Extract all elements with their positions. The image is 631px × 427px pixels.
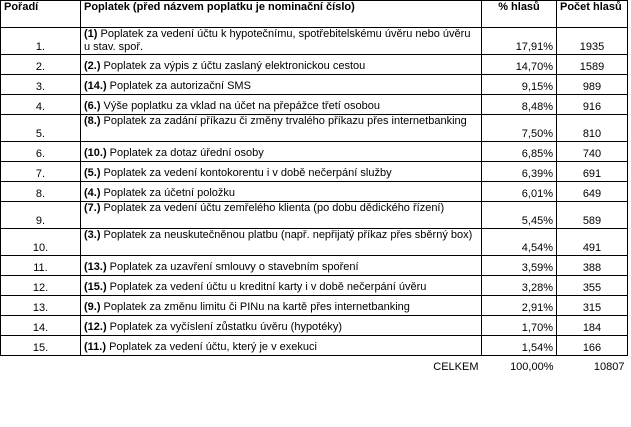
row-nomination-code: (14.) [84, 80, 107, 92]
row-percent: 8,48% [482, 95, 557, 115]
row-fee-text: Poplatek za vedení účtu k hypotečnímu, spotřebitelskému úvěru nebo úvěru u stav. spoř. [84, 28, 471, 53]
row-percent: 4,54% [482, 229, 557, 256]
row-nomination-code: (5.) [84, 167, 101, 179]
row-fee-text: Poplatek za dotaz úřední osoby [106, 147, 264, 159]
row-fee-name [81, 276, 482, 296]
table-row [1, 202, 628, 229]
total-label: CELKEM [433, 361, 479, 373]
row-nomination-code: (6.) [84, 100, 101, 112]
row-rank: 12. [1, 276, 81, 296]
total-spacer [1, 356, 81, 375]
row-rank: 1. [1, 28, 81, 55]
row-votes: 1589 [557, 55, 628, 75]
row-votes: 388 [557, 256, 628, 276]
table-row [1, 55, 628, 75]
row-rank: 11. [1, 256, 81, 276]
row-nomination-code: (2.) [84, 60, 101, 72]
row-percent: 7,50% [482, 115, 557, 142]
row-nomination-code: (4.) [84, 187, 101, 199]
row-rank: 5. [1, 115, 81, 142]
row-votes: 355 [557, 276, 628, 296]
row-fee-name [81, 115, 482, 142]
row-fee-name [81, 162, 482, 182]
row-fee-text: Poplatek za účetní položku [100, 187, 236, 199]
table-header-row [1, 1, 628, 28]
header-percent: % hlasů [482, 1, 557, 28]
total-row [1, 356, 628, 375]
row-fee-name [81, 296, 482, 316]
row-fee-text: Výše poplatku za vklad na účet na přepážce třetí osobou [100, 100, 380, 112]
total-votes: 10807 [593, 361, 625, 373]
row-votes: 810 [557, 115, 628, 142]
row-fee-name [81, 202, 482, 229]
row-fee-name [81, 75, 482, 95]
row-percent: 6,39% [482, 162, 557, 182]
row-votes: 649 [557, 182, 628, 202]
row-percent: 17,91% [482, 28, 557, 55]
table-row [1, 229, 628, 256]
table-row [1, 316, 628, 336]
table-row [1, 142, 628, 162]
row-fee-text: Poplatek za výpis z účtu zaslaný elektronickou cestou [100, 60, 366, 72]
row-nomination-code: (13.) [84, 261, 107, 273]
row-fee-text: Poplatek za vedení účtu, který je v exekuci [106, 341, 317, 353]
row-nomination-code: (7.) [84, 202, 101, 214]
row-rank: 14. [1, 316, 81, 336]
row-rank: 2. [1, 55, 81, 75]
row-votes: 989 [557, 75, 628, 95]
row-fee-name [81, 256, 482, 276]
table-row [1, 296, 628, 316]
row-fee-text: Poplatek za neuskutečněnou platbu (např. nepřijatý příkaz přes sběrný box) [100, 229, 473, 241]
table-row [1, 276, 628, 296]
table-row [1, 182, 628, 202]
total-percent: 100,00% [510, 361, 554, 373]
row-fee-text: Poplatek za vedení kontokorentu i v době nečerpání služby [100, 167, 392, 179]
row-fee-text: Poplatek za změnu limitu či PINu na kartě přes internetbanking [100, 301, 410, 313]
row-percent: 9,15% [482, 75, 557, 95]
row-votes: 691 [557, 162, 628, 182]
row-votes: 315 [557, 296, 628, 316]
row-nomination-code: (11.) [84, 341, 107, 353]
row-votes: 491 [557, 229, 628, 256]
row-percent: 3,28% [482, 276, 557, 296]
row-fee-name [81, 316, 482, 336]
row-percent: 1,54% [482, 336, 557, 356]
row-rank: 7. [1, 162, 81, 182]
table-row [1, 28, 628, 55]
row-rank: 4. [1, 95, 81, 115]
row-fee-text: Poplatek za vedení účtu u kreditní karty i v době nečerpání úvěru [106, 281, 427, 293]
row-percent: 3,59% [482, 256, 557, 276]
row-nomination-code: (12.) [84, 321, 107, 333]
row-votes: 166 [557, 336, 628, 356]
row-votes: 589 [557, 202, 628, 229]
row-fee-text: Poplatek za zadání příkazu či změny trvalého příkazu přes internetbanking [100, 115, 467, 127]
row-rank: 3. [1, 75, 81, 95]
row-percent: 1,70% [482, 316, 557, 336]
row-votes: 740 [557, 142, 628, 162]
table-row [1, 95, 628, 115]
row-nomination-code: (10.) [84, 147, 107, 159]
row-fee-text: Poplatek za uzavření smlouvy o stavebním spoření [106, 261, 359, 273]
row-rank: 13. [1, 296, 81, 316]
header-rank: Pořadí [1, 1, 81, 28]
table-row [1, 256, 628, 276]
table-row [1, 75, 628, 95]
row-fee-name [81, 182, 482, 202]
row-nomination-code: (15.) [84, 281, 107, 293]
row-fee-name [81, 336, 482, 356]
row-fee-name [81, 28, 482, 55]
header-votes: Počet hlasů [557, 1, 628, 28]
row-votes: 916 [557, 95, 628, 115]
row-rank: 8. [1, 182, 81, 202]
table-row [1, 162, 628, 182]
row-rank: 9. [1, 202, 81, 229]
table-row [1, 115, 628, 142]
header-fee-name: Poplatek (před názvem poplatku je nominační číslo) [81, 1, 482, 28]
row-percent: 2,91% [482, 296, 557, 316]
row-rank: 10. [1, 229, 81, 256]
row-fee-text: Poplatek za autorizační SMS [106, 80, 251, 92]
row-fee-name [81, 142, 482, 162]
row-fee-text: Poplatek za vedení účtu zemřelého klienta (po dobu dědického řízení) [100, 202, 445, 214]
row-nomination-code: (3.) [84, 229, 101, 241]
row-nomination-code: (1) [84, 28, 98, 40]
table-row [1, 336, 628, 356]
row-fee-name [81, 229, 482, 256]
row-rank: 6. [1, 142, 81, 162]
row-percent: 6,01% [482, 182, 557, 202]
row-nomination-code: (9.) [84, 301, 101, 313]
row-votes: 184 [557, 316, 628, 336]
row-percent: 5,45% [482, 202, 557, 229]
row-percent: 6,85% [482, 142, 557, 162]
row-nomination-code: (8.) [84, 115, 101, 127]
row-votes: 1935 [557, 28, 628, 55]
row-fee-name [81, 55, 482, 75]
row-fee-name [81, 95, 482, 115]
row-fee-text: Poplatek za vyčíslení zůstatku úvěru (hypotéky) [106, 321, 343, 333]
row-percent: 14,70% [482, 55, 557, 75]
row-rank: 15. [1, 336, 81, 356]
